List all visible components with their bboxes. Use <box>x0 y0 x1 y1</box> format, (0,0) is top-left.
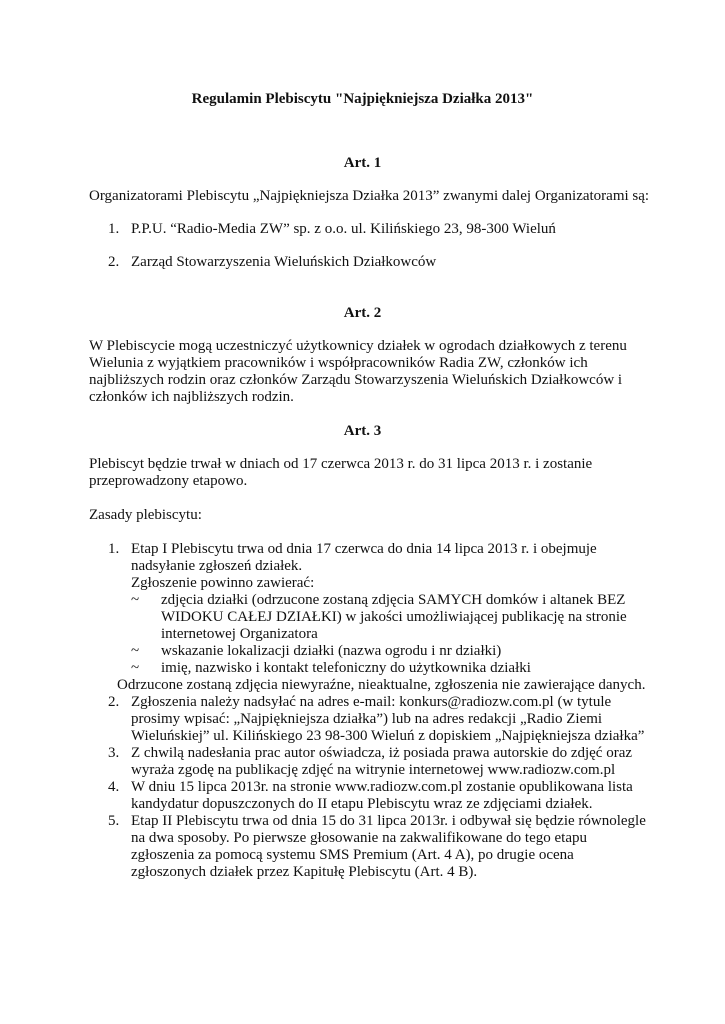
bullet-line: wskazanie lokalizacji działki (nazwa ogrodu i nr działki) <box>161 643 502 659</box>
bullet-line: WIDOKU CAŁEJ DZIAŁKI) w jakości umożliwiającej publikację na stronie <box>161 609 627 625</box>
art1-item-text: P.P.U. “Radio-Media ZW” sp. z o.o. ul. Kilińskiego 23, 98-300 Wieluń <box>131 221 556 237</box>
art3-heading: Art. 3 <box>343 423 382 439</box>
art2-heading: Art. 2 <box>343 305 382 321</box>
rule-line: zgłoszenia za pomocą systemu SMS Premium (Art. 4 A), po drugie ocena <box>131 847 574 863</box>
rule-number: 1. <box>108 541 120 557</box>
rule-line: Etap I Plebiscytu trwa od dnia 17 czerwca do dnia 14 lipca 2013 r. i obejmuje <box>131 541 597 557</box>
art2-line: najbliższych rodzin oraz członków Zarządu Stowarzyszenia Wieluńskich Działkowców i <box>89 372 623 388</box>
rule-line: Etap II Plebiscytu trwa od dnia 15 do 31 lipca 2013r. i odbywał się będzie równolegle <box>131 813 646 829</box>
art2-line: członków ich najbliższych rodzin. <box>89 389 294 405</box>
tilde-bullet: ~ <box>131 660 140 676</box>
rule-number: 5. <box>108 813 120 829</box>
art1-intro: Organizatorami Plebiscytu „Najpiękniejsza Działka 2013” zwanymi dalej Organizatorami są: <box>89 188 650 204</box>
rule-line: nadsyłanie zgłoszeń działek. <box>131 558 303 574</box>
art3-line: przeprowadzony etapowo. <box>89 473 248 489</box>
rejection-note: Odrzucone zostaną zdjęcia niewyraźne, nieaktualne, zgłoszenia nie zawierające danych. <box>117 677 646 693</box>
art1-item-text: Zarząd Stowarzyszenia Wieluńskich Działkowców <box>131 254 437 270</box>
rule-line: kandydatur dopuszczonych do II etapu Plebiscytu wraz ze zdjęciami działek. <box>131 796 593 812</box>
rule-line: Z chwilą nadesłania prac autor oświadcza, iż posiada prawa autorskie do zdjęć oraz <box>131 745 633 761</box>
art2-line: W Plebiscycie mogą uczestniczyć użytkownicy działek w ogrodach działkowych z terenu <box>89 338 627 354</box>
art3-line: Plebiscyt będzie trwał w dniach od 17 czerwca 2013 r. do 31 lipca 2013 r. i zostanie <box>89 456 593 472</box>
tilde-bullet: ~ <box>131 592 140 608</box>
bullet-line: internetowej Organizatora <box>161 626 318 642</box>
rule-number: 4. <box>108 779 120 795</box>
rule-line: Zgłoszenie powinno zawierać: <box>131 575 315 591</box>
document-title: Regulamin Plebiscytu "Najpiękniejsza Działka 2013" <box>191 91 534 107</box>
rule-line: Zgłoszenia należy nadsyłać na adres e-mail: konkurs@radiozw.com.pl (w tytule <box>131 694 612 710</box>
art1-item-number: 1. <box>108 221 120 237</box>
rule-line: Wieluńskiej” ul. Kilińskiego 23 98-300 Wieluń z dopiskiem „Najpiękniejsza działka” <box>131 728 645 744</box>
rule-line: W dniu 15 lipca 2013r. na stronie www.radiozw.com.pl zostanie opublikowana lista <box>131 779 633 795</box>
bullet-line: imię, nazwisko i kontakt telefoniczny do użytkownika działki <box>161 660 531 676</box>
tilde-bullet: ~ <box>131 643 140 659</box>
art1-item-number: 2. <box>108 254 120 270</box>
art2-line: Wielunia z wyjątkiem pracowników i współpracowników Radia ZW, członków ich <box>89 355 588 371</box>
rule-number: 2. <box>108 694 120 710</box>
rule-number: 3. <box>108 745 120 761</box>
rule-line: prosimy wpisać: „Najpiękniejsza działka”) lub na adres redakcji „Radio Ziemi <box>131 711 603 727</box>
rule-line: wyraża zgodę na publikację zdjęć na witrynie internetowej www.radiozw.com.pl <box>131 762 616 778</box>
bullet-line: zdjęcia działki (odrzucone zostaną zdjęcia SAMYCH domków i altanek BEZ <box>161 592 626 608</box>
rule-line: na dwa sposoby. Po pierwsze głosowanie na zakwalifikowane do tego etapu <box>131 830 587 846</box>
rule-line: zgłoszonych działek przez Kapitułę Plebiscytu (Art. 4 B). <box>131 864 478 880</box>
rules-label: Zasady plebiscytu: <box>89 507 202 523</box>
art1-heading: Art. 1 <box>343 155 382 171</box>
